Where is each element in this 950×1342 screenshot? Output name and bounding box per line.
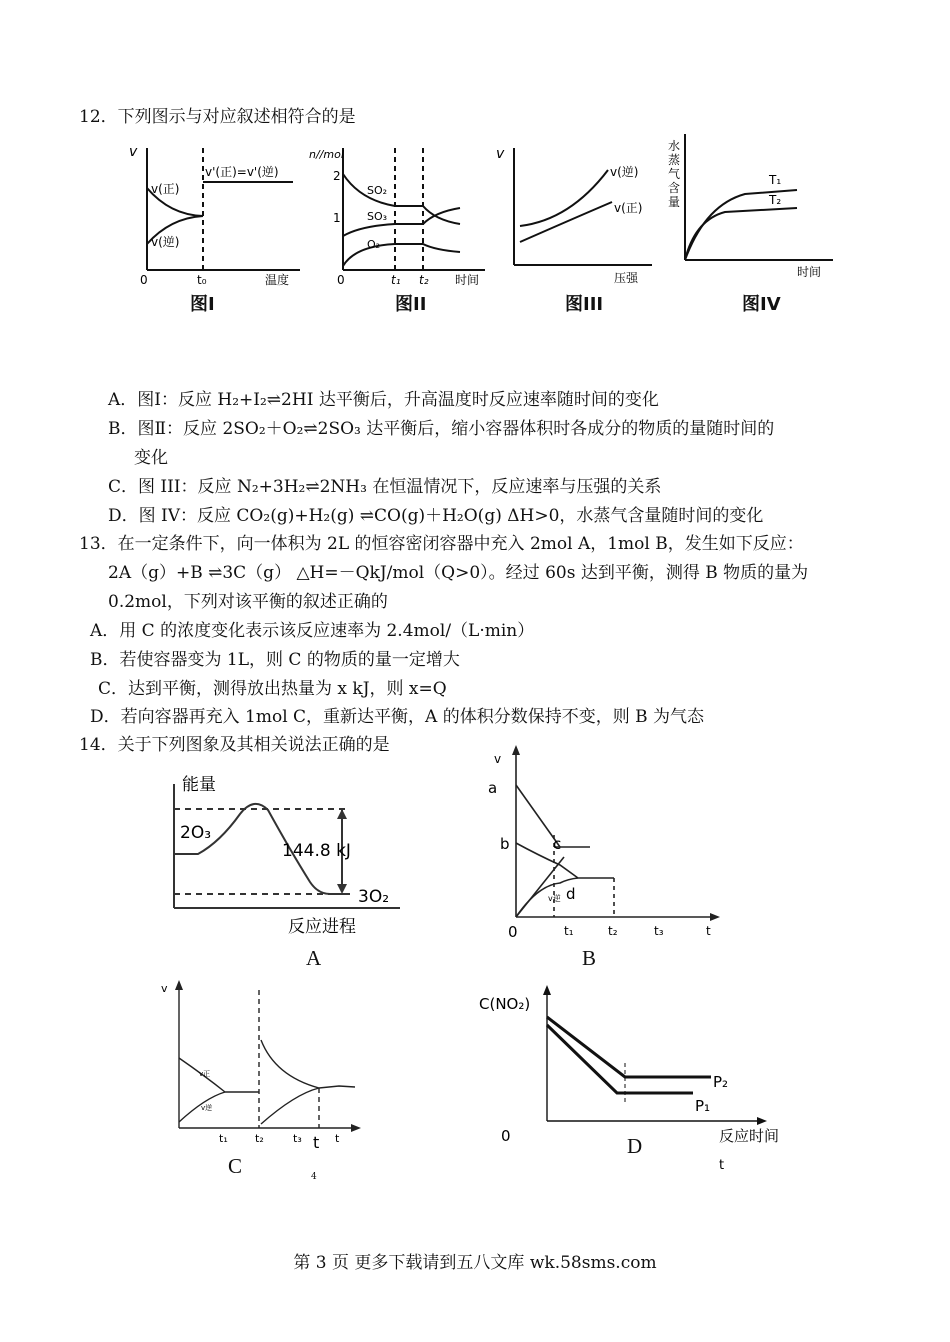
graph-c-t: t [335,1132,340,1145]
graph-b-zero: 0 [508,923,518,941]
fig1-t0: t₀ [197,273,207,287]
graph-a-label: A [306,946,322,970]
graph-b-t2: t₂ [608,924,618,938]
fig3-v-ni: v(逆) [610,165,639,179]
fig2-tick-1: 1 [333,211,341,225]
graph-d-t: t [719,1158,725,1173]
fig3-v-zheng: v(正) [614,201,643,215]
graph-c [155,980,365,1155]
fig3-label: 图III [565,294,604,315]
fig2-y-label: n//mol [309,148,344,161]
graph-d-y-label: C(NO₂) [479,995,531,1013]
fig1-v-zheng: v(正) [151,182,180,196]
q13-option-a: A．用 C 的浓度变化表示该反应速率为 2.4mol/（L·min） [90,621,535,641]
graph-d-zero: 0 [501,1127,511,1145]
graph-d-label: D [627,1134,643,1158]
q13-option-d: D．若向容器再充入 1mol C，重新达平衡，A 的体积分数保持不变，则 B 为气态 [90,707,705,727]
graph-a [150,770,410,945]
graph-b-c: c [553,835,562,853]
fig4-t2: T₂ [769,193,782,207]
fig4-graph [665,130,840,285]
graph-a-dh: 144.8 kJ [282,841,351,861]
q13-line-2: 2A（g）+B ⇌3C（g） △H=－QkJ/mol（Q>0）。经过 60s 达到平衡，测得 B 物质的量为 [108,563,809,583]
graph-c-label: C [228,1154,243,1178]
fig2-o2: O₂ [367,238,381,251]
graph-c-t4: t [313,1133,320,1152]
fig4-y-4: 量 [668,195,681,209]
graph-c-sub4-note: 4 [311,1172,317,1182]
q13-option-b: B．若使容器变为 1L，则 C 的物质的量一定增大 [90,650,460,670]
fig2-so2: SO₂ [367,184,388,197]
graph-b-d: d [566,885,576,903]
graph-b-t: t [706,924,711,938]
fig4-y-2: 气 [668,167,681,181]
fig1-label: 图I [190,294,215,315]
graph-c-t1: t₁ [219,1132,228,1145]
graph-c-t2: t₂ [255,1132,264,1145]
q12-option-b-cont: 变化 [134,448,168,468]
q14-stem: 14．关于下列图象及其相关说法正确的是 [79,735,390,755]
fig3-x-label: 压强 [614,271,639,285]
fig4-label: 图IV [742,294,781,315]
fig2-so3: SO₃ [367,210,388,223]
graph-d-p1: P₁ [695,1097,711,1115]
graph-b [478,745,728,945]
graph-d-p2: P₂ [713,1073,729,1091]
q12-option-b: B．图Ⅱ：反应 2SO₂＋O₂⇌2SO₃ 达平衡后，缩小容器体积时各成分的物质的量随时间的 [108,419,775,439]
fig4-x-label: 时间 [797,265,822,279]
graph-b-t1: t₁ [564,924,574,938]
graph-b-b: b [500,835,510,853]
graph-d-x-label: 反应时间 [719,1127,780,1145]
graph-a-reactant: 2O₃ [180,823,212,843]
fig4-y-1: 蒸 [668,153,681,167]
fig1-v-ni: v(逆) [151,235,180,249]
graph-b-t3: t₃ [654,924,664,938]
q13-line-1: 13．在一定条件下，向一体积为 2L 的恒容密闭容器中充入 2mol A，1mol B，发生如下反应： [79,534,804,554]
graph-a-x-label: 反应进程 [288,917,356,937]
graph-c-t3: t₃ [293,1132,302,1145]
fig2-label: 图II [395,294,427,315]
q12-option-a: A．图I：反应 H₂+I₂⇌2HI 达平衡后，升高温度时反应速率随时间的变化 [108,390,659,410]
fig4-y-0: 水 [668,139,681,153]
q13-line-3: 0.2mol，下列对该平衡的叙述正确的 [108,592,388,612]
graph-b-vni: v逆 [548,894,561,903]
fig2-x-label: 时间 [455,273,480,287]
fig2-tick-2: 2 [333,169,341,183]
graph-c-vzheng: v正 [199,1070,211,1078]
graph-c-y-label: v [161,982,168,995]
q12-stem: 12．下列图示与对应叙述相符合的是 [79,107,356,127]
graph-b-a: a [488,779,498,797]
graph-a-y-label: 能量 [182,775,216,795]
fig1-eq: v'(正)=v'(逆) [205,165,279,179]
fig2-zero: 0 [337,273,345,287]
q13-option-c: C．达到平衡，测得放出热量为 x kJ，则 x=Q [98,679,447,699]
fig1-x-label: 温度 [265,273,290,287]
fig1-graph [125,140,305,290]
fig2-t2: t₂ [419,273,429,287]
fig4-t1: T₁ [769,173,782,187]
page-footer: 第 3 页 更多下载请到五八文库 wk.58sms.com [293,1253,657,1273]
fig4-y-3: 含 [668,181,681,195]
q12-option-d: D．图 IV：反应 CO₂(g)+H₂(g) ⇌CO(g)＋H₂O(g) ΔH>0，水蒸气含量随时间的变化 [108,506,764,526]
fig3-y-label: v [496,146,505,162]
fig1-zero: 0 [140,273,148,287]
graph-b-y-label: v [494,752,502,766]
graph-a-product: 3O₂ [358,887,390,907]
fig2-t1: t₁ [391,273,401,287]
graph-c-vni: v逆 [201,1104,213,1112]
fig1-y-label: v [129,144,138,160]
fig3-graph [490,140,660,290]
graph-b-label: B [582,946,597,970]
q12-option-c: C．图 III：反应 N₂+3H₂⇌2NH₃ 在恒温情况下，反应速率与压强的关系 [108,477,662,497]
fig2-graph [305,140,490,290]
